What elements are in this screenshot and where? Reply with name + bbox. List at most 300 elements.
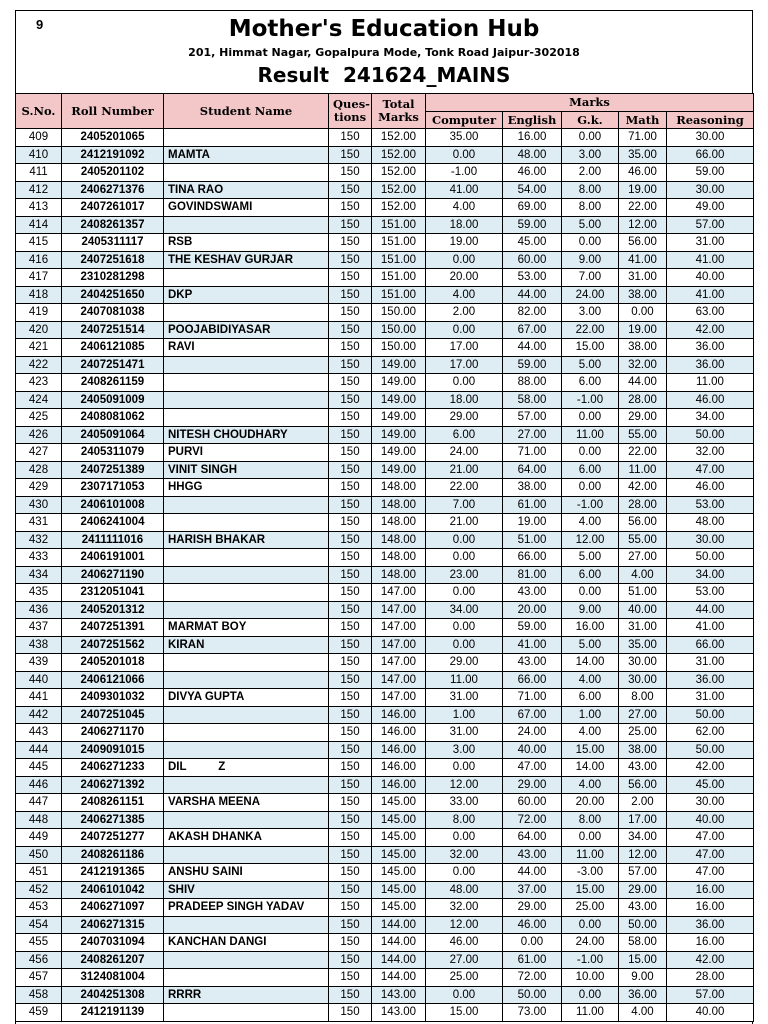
cell-math: 29.00 bbox=[619, 881, 667, 899]
cell-questions: 150 bbox=[329, 321, 372, 339]
cell-gk: 0.00 bbox=[562, 916, 619, 934]
cell-english: 43.00 bbox=[503, 654, 562, 672]
cell-gk: 0.00 bbox=[562, 129, 619, 147]
cell-total-marks: 149.00 bbox=[372, 409, 426, 427]
cell-gk: 2.00 bbox=[562, 164, 619, 182]
cell-english: 69.00 bbox=[503, 199, 562, 217]
cell-roll-number: 2406271376 bbox=[62, 181, 164, 199]
table-row bbox=[16, 864, 754, 882]
cell-gk: 15.00 bbox=[562, 881, 619, 899]
cell-total-marks: 144.00 bbox=[372, 969, 426, 987]
cell-reasoning: 34.00 bbox=[667, 566, 754, 584]
cell-questions: 150 bbox=[329, 951, 372, 969]
cell-gk: 8.00 bbox=[562, 199, 619, 217]
cell-questions: 150 bbox=[329, 479, 372, 497]
cell-math: 31.00 bbox=[619, 619, 667, 637]
cell-computer: 2.00 bbox=[426, 304, 503, 322]
cell-reasoning: 16.00 bbox=[667, 899, 754, 917]
cell-roll-number: 2406121085 bbox=[62, 339, 164, 357]
cell-reasoning: 42.00 bbox=[667, 321, 754, 339]
cell-reasoning: 57.00 bbox=[667, 216, 754, 234]
table-row bbox=[16, 479, 754, 497]
cell-gk: 11.00 bbox=[562, 1004, 619, 1022]
cell-math: 38.00 bbox=[619, 339, 667, 357]
cell-sno: 456 bbox=[16, 951, 62, 969]
cell-computer: 0.00 bbox=[426, 549, 503, 567]
cell-math: 56.00 bbox=[619, 514, 667, 532]
cell-english: 64.00 bbox=[503, 829, 562, 847]
cell-computer: 35.00 bbox=[426, 129, 503, 147]
cell-student-name bbox=[164, 496, 329, 514]
cell-total-marks: 146.00 bbox=[372, 706, 426, 724]
cell-sno: 432 bbox=[16, 531, 62, 549]
cell-student-name bbox=[164, 601, 329, 619]
cell-questions: 150 bbox=[329, 759, 372, 777]
cell-student-name bbox=[164, 269, 329, 287]
cell-student-name: AKASH DHANKA bbox=[164, 829, 329, 847]
cell-reasoning: 32.00 bbox=[667, 444, 754, 462]
cell-questions: 150 bbox=[329, 689, 372, 707]
cell-sno: 430 bbox=[16, 496, 62, 514]
cell-gk: 0.00 bbox=[562, 584, 619, 602]
cell-math: 25.00 bbox=[619, 724, 667, 742]
cell-questions: 150 bbox=[329, 531, 372, 549]
cell-computer: 15.00 bbox=[426, 1004, 503, 1022]
cell-roll-number: 2406241004 bbox=[62, 514, 164, 532]
cell-math: 38.00 bbox=[619, 741, 667, 759]
cell-math: 15.00 bbox=[619, 951, 667, 969]
cell-computer: 7.00 bbox=[426, 496, 503, 514]
cell-computer: 23.00 bbox=[426, 566, 503, 584]
cell-math: 8.00 bbox=[619, 689, 667, 707]
cell-total-marks: 151.00 bbox=[372, 251, 426, 269]
header-gk: G.k. bbox=[562, 112, 619, 129]
cell-total-marks: 150.00 bbox=[372, 339, 426, 357]
cell-reasoning: 36.00 bbox=[667, 671, 754, 689]
cell-total-marks: 147.00 bbox=[372, 584, 426, 602]
cell-math: 0.00 bbox=[619, 304, 667, 322]
cell-reasoning: 47.00 bbox=[667, 829, 754, 847]
cell-total-marks: 152.00 bbox=[372, 164, 426, 182]
cell-total-marks: 148.00 bbox=[372, 531, 426, 549]
cell-student-name: DKP bbox=[164, 286, 329, 304]
cell-total-marks: 149.00 bbox=[372, 356, 426, 374]
cell-questions: 150 bbox=[329, 741, 372, 759]
cell-reasoning: 47.00 bbox=[667, 864, 754, 882]
cell-gk: 4.00 bbox=[562, 776, 619, 794]
cell-total-marks: 151.00 bbox=[372, 269, 426, 287]
cell-student-name: RRRR bbox=[164, 986, 329, 1004]
cell-english: 61.00 bbox=[503, 496, 562, 514]
cell-student-name bbox=[164, 654, 329, 672]
cell-sno: 424 bbox=[16, 391, 62, 409]
cell-math: 56.00 bbox=[619, 234, 667, 252]
cell-total-marks: 152.00 bbox=[372, 129, 426, 147]
cell-reasoning: 62.00 bbox=[667, 724, 754, 742]
cell-gk: 0.00 bbox=[562, 234, 619, 252]
cell-questions: 150 bbox=[329, 829, 372, 847]
cell-gk: 9.00 bbox=[562, 601, 619, 619]
cell-math: 30.00 bbox=[619, 671, 667, 689]
cell-questions: 150 bbox=[329, 619, 372, 637]
cell-english: 72.00 bbox=[503, 811, 562, 829]
cell-gk: 24.00 bbox=[562, 934, 619, 952]
cell-math: 35.00 bbox=[619, 146, 667, 164]
cell-total-marks: 143.00 bbox=[372, 986, 426, 1004]
cell-student-name: POOJABIDIYASAR bbox=[164, 321, 329, 339]
cell-student-name: PURVI bbox=[164, 444, 329, 462]
cell-sno: 419 bbox=[16, 304, 62, 322]
cell-reasoning: 59.00 bbox=[667, 164, 754, 182]
cell-computer: 0.00 bbox=[426, 829, 503, 847]
cell-gk: 0.00 bbox=[562, 479, 619, 497]
table-row bbox=[16, 671, 754, 689]
cell-computer: 33.00 bbox=[426, 794, 503, 812]
cell-total-marks: 145.00 bbox=[372, 811, 426, 829]
table-row bbox=[16, 321, 754, 339]
cell-math: 2.00 bbox=[619, 794, 667, 812]
table-row bbox=[16, 794, 754, 812]
cell-questions: 150 bbox=[329, 181, 372, 199]
cell-english: 24.00 bbox=[503, 724, 562, 742]
cell-gk: 4.00 bbox=[562, 724, 619, 742]
cell-total-marks: 146.00 bbox=[372, 776, 426, 794]
cell-total-marks: 148.00 bbox=[372, 514, 426, 532]
table-row bbox=[16, 741, 754, 759]
cell-gk: 0.00 bbox=[562, 444, 619, 462]
cell-english: 0.00 bbox=[503, 934, 562, 952]
cell-english: 47.00 bbox=[503, 759, 562, 777]
cell-roll-number: 2406271392 bbox=[62, 776, 164, 794]
cell-questions: 150 bbox=[329, 601, 372, 619]
table-row bbox=[16, 951, 754, 969]
cell-total-marks: 148.00 bbox=[372, 496, 426, 514]
cell-english: 43.00 bbox=[503, 846, 562, 864]
cell-math: 12.00 bbox=[619, 216, 667, 234]
cell-gk: -1.00 bbox=[562, 391, 619, 409]
cell-reasoning: 31.00 bbox=[667, 654, 754, 672]
cell-questions: 150 bbox=[329, 496, 372, 514]
cell-total-marks: 145.00 bbox=[372, 829, 426, 847]
cell-computer: 0.00 bbox=[426, 864, 503, 882]
cell-roll-number: 2407251562 bbox=[62, 636, 164, 654]
cell-student-name: RSB bbox=[164, 234, 329, 252]
cell-computer: 0.00 bbox=[426, 759, 503, 777]
cell-computer: 46.00 bbox=[426, 934, 503, 952]
cell-roll-number: 2310281298 bbox=[62, 269, 164, 287]
header-questions-line1: Ques- bbox=[333, 97, 370, 111]
cell-roll-number: 2407251471 bbox=[62, 356, 164, 374]
cell-sno: 458 bbox=[16, 986, 62, 1004]
cell-sno: 421 bbox=[16, 339, 62, 357]
cell-total-marks: 145.00 bbox=[372, 794, 426, 812]
cell-computer: 31.00 bbox=[426, 724, 503, 742]
cell-roll-number: 2406121066 bbox=[62, 671, 164, 689]
cell-gk: 5.00 bbox=[562, 216, 619, 234]
cell-english: 82.00 bbox=[503, 304, 562, 322]
cell-reasoning: 45.00 bbox=[667, 776, 754, 794]
cell-questions: 150 bbox=[329, 356, 372, 374]
cell-total-marks: 149.00 bbox=[372, 391, 426, 409]
cell-computer: 1.00 bbox=[426, 706, 503, 724]
cell-english: 45.00 bbox=[503, 234, 562, 252]
cell-reasoning: 50.00 bbox=[667, 741, 754, 759]
header-english: English bbox=[503, 112, 562, 129]
cell-sno: 433 bbox=[16, 549, 62, 567]
cell-computer: 20.00 bbox=[426, 269, 503, 287]
table-row bbox=[16, 969, 754, 987]
cell-english: 57.00 bbox=[503, 409, 562, 427]
table-row bbox=[16, 444, 754, 462]
cell-gk: 7.00 bbox=[562, 269, 619, 287]
cell-english: 48.00 bbox=[503, 146, 562, 164]
cell-gk: 3.00 bbox=[562, 146, 619, 164]
cell-english: 64.00 bbox=[503, 461, 562, 479]
header-roll-number: Roll Number bbox=[62, 94, 164, 129]
cell-student-name bbox=[164, 356, 329, 374]
cell-computer: 24.00 bbox=[426, 444, 503, 462]
cell-roll-number: 2407081038 bbox=[62, 304, 164, 322]
cell-math: 57.00 bbox=[619, 864, 667, 882]
table-row bbox=[16, 181, 754, 199]
cell-gk: 6.00 bbox=[562, 461, 619, 479]
cell-computer: 48.00 bbox=[426, 881, 503, 899]
cell-math: 58.00 bbox=[619, 934, 667, 952]
cell-math: 12.00 bbox=[619, 846, 667, 864]
cell-english: 51.00 bbox=[503, 531, 562, 549]
cell-reasoning: 30.00 bbox=[667, 181, 754, 199]
cell-sno: 455 bbox=[16, 934, 62, 952]
cell-reasoning: 50.00 bbox=[667, 549, 754, 567]
cell-student-name bbox=[164, 811, 329, 829]
table-row bbox=[16, 811, 754, 829]
cell-computer: 21.00 bbox=[426, 461, 503, 479]
cell-questions: 150 bbox=[329, 251, 372, 269]
cell-sno: 422 bbox=[16, 356, 62, 374]
cell-student-name bbox=[164, 916, 329, 934]
cell-english: 58.00 bbox=[503, 391, 562, 409]
cell-computer: 12.00 bbox=[426, 776, 503, 794]
cell-roll-number: 2406271170 bbox=[62, 724, 164, 742]
cell-roll-number: 2408261186 bbox=[62, 846, 164, 864]
cell-student-name: GOVINDSWAMI bbox=[164, 199, 329, 217]
cell-student-name bbox=[164, 776, 329, 794]
cell-gk: 4.00 bbox=[562, 514, 619, 532]
table-row bbox=[16, 304, 754, 322]
cell-roll-number: 2406271385 bbox=[62, 811, 164, 829]
cell-gk: 8.00 bbox=[562, 181, 619, 199]
table-row bbox=[16, 899, 754, 917]
cell-roll-number: 2405201312 bbox=[62, 601, 164, 619]
cell-reasoning: 42.00 bbox=[667, 951, 754, 969]
cell-math: 36.00 bbox=[619, 986, 667, 1004]
cell-total-marks: 147.00 bbox=[372, 689, 426, 707]
cell-english: 71.00 bbox=[503, 444, 562, 462]
table-row bbox=[16, 566, 754, 584]
cell-sno: 453 bbox=[16, 899, 62, 917]
cell-math: 4.00 bbox=[619, 566, 667, 584]
cell-math: 4.00 bbox=[619, 1004, 667, 1022]
cell-sno: 414 bbox=[16, 216, 62, 234]
cell-computer: 22.00 bbox=[426, 479, 503, 497]
cell-sno: 410 bbox=[16, 146, 62, 164]
cell-english: 66.00 bbox=[503, 671, 562, 689]
cell-english: 29.00 bbox=[503, 899, 562, 917]
cell-total-marks: 145.00 bbox=[372, 864, 426, 882]
cell-total-marks: 152.00 bbox=[372, 146, 426, 164]
header-math: Math bbox=[619, 112, 667, 129]
cell-roll-number: 3124081004 bbox=[62, 969, 164, 987]
cell-computer: 0.00 bbox=[426, 251, 503, 269]
cell-gk: 11.00 bbox=[562, 426, 619, 444]
cell-computer: 0.00 bbox=[426, 636, 503, 654]
cell-total-marks: 149.00 bbox=[372, 461, 426, 479]
cell-reasoning: 47.00 bbox=[667, 846, 754, 864]
cell-sno: 441 bbox=[16, 689, 62, 707]
cell-reasoning: 36.00 bbox=[667, 356, 754, 374]
cell-english: 73.00 bbox=[503, 1004, 562, 1022]
cell-roll-number: 2405091009 bbox=[62, 391, 164, 409]
table-row bbox=[16, 636, 754, 654]
cell-math: 71.00 bbox=[619, 129, 667, 147]
cell-computer: 3.00 bbox=[426, 741, 503, 759]
cell-questions: 150 bbox=[329, 129, 372, 147]
cell-english: 46.00 bbox=[503, 916, 562, 934]
cell-sno: 443 bbox=[16, 724, 62, 742]
cell-english: 54.00 bbox=[503, 181, 562, 199]
cell-math: 27.00 bbox=[619, 549, 667, 567]
cell-questions: 150 bbox=[329, 584, 372, 602]
cell-questions: 150 bbox=[329, 286, 372, 304]
table-row bbox=[16, 619, 754, 637]
cell-english: 40.00 bbox=[503, 741, 562, 759]
cell-math: 17.00 bbox=[619, 811, 667, 829]
cell-english: 46.00 bbox=[503, 164, 562, 182]
cell-reasoning: 36.00 bbox=[667, 916, 754, 934]
cell-questions: 150 bbox=[329, 444, 372, 462]
cell-computer: -1.00 bbox=[426, 164, 503, 182]
cell-total-marks: 144.00 bbox=[372, 934, 426, 952]
page-title: Mother's Education Hub bbox=[228, 16, 540, 42]
cell-reasoning: 40.00 bbox=[667, 811, 754, 829]
cell-sno: 438 bbox=[16, 636, 62, 654]
table-row bbox=[16, 549, 754, 567]
cell-math: 44.00 bbox=[619, 374, 667, 392]
cell-total-marks: 147.00 bbox=[372, 601, 426, 619]
cell-questions: 150 bbox=[329, 881, 372, 899]
cell-reasoning: 40.00 bbox=[667, 1004, 754, 1022]
cell-math: 22.00 bbox=[619, 444, 667, 462]
cell-student-name bbox=[164, 1004, 329, 1022]
cell-student-name bbox=[164, 671, 329, 689]
cell-total-marks: 145.00 bbox=[372, 881, 426, 899]
cell-sno: 442 bbox=[16, 706, 62, 724]
table-row bbox=[16, 584, 754, 602]
cell-math: 28.00 bbox=[619, 391, 667, 409]
cell-reasoning: 46.00 bbox=[667, 391, 754, 409]
cell-roll-number: 2412191092 bbox=[62, 146, 164, 164]
cell-computer: 25.00 bbox=[426, 969, 503, 987]
cell-questions: 150 bbox=[329, 969, 372, 987]
cell-english: 66.00 bbox=[503, 549, 562, 567]
header-computer: Computer bbox=[426, 112, 503, 129]
cell-student-name: THE KESHAV GURJAR bbox=[164, 251, 329, 269]
cell-student-name bbox=[164, 706, 329, 724]
cell-questions: 150 bbox=[329, 234, 372, 252]
table-row bbox=[16, 724, 754, 742]
cell-questions: 150 bbox=[329, 864, 372, 882]
cell-computer: 0.00 bbox=[426, 986, 503, 1004]
cell-total-marks: 146.00 bbox=[372, 741, 426, 759]
cell-sno: 412 bbox=[16, 181, 62, 199]
cell-computer: 0.00 bbox=[426, 584, 503, 602]
cell-questions: 150 bbox=[329, 146, 372, 164]
cell-gk: 11.00 bbox=[562, 846, 619, 864]
cell-roll-number: 2407261017 bbox=[62, 199, 164, 217]
cell-student-name bbox=[164, 566, 329, 584]
cell-english: 72.00 bbox=[503, 969, 562, 987]
cell-reasoning: 63.00 bbox=[667, 304, 754, 322]
cell-sno: 420 bbox=[16, 321, 62, 339]
cell-questions: 150 bbox=[329, 636, 372, 654]
cell-gk: 3.00 bbox=[562, 304, 619, 322]
cell-student-name: MARMAT BOY bbox=[164, 619, 329, 637]
cell-total-marks: 144.00 bbox=[372, 951, 426, 969]
cell-student-name bbox=[164, 724, 329, 742]
cell-reasoning: 66.00 bbox=[667, 636, 754, 654]
cell-questions: 150 bbox=[329, 426, 372, 444]
cell-sno: 415 bbox=[16, 234, 62, 252]
cell-student-name: DIVYA GUPTA bbox=[164, 689, 329, 707]
cell-math: 55.00 bbox=[619, 426, 667, 444]
cell-sno: 431 bbox=[16, 514, 62, 532]
cell-math: 43.00 bbox=[619, 759, 667, 777]
cell-questions: 150 bbox=[329, 794, 372, 812]
cell-total-marks: 152.00 bbox=[372, 199, 426, 217]
table-row bbox=[16, 286, 754, 304]
cell-student-name bbox=[164, 129, 329, 147]
cell-english: 29.00 bbox=[503, 776, 562, 794]
cell-reasoning: 16.00 bbox=[667, 881, 754, 899]
cell-gk: 15.00 bbox=[562, 339, 619, 357]
cell-english: 67.00 bbox=[503, 706, 562, 724]
cell-gk: 15.00 bbox=[562, 741, 619, 759]
result-heading: Result 241624_MAINS bbox=[257, 63, 511, 87]
cell-computer: 11.00 bbox=[426, 671, 503, 689]
cell-total-marks: 146.00 bbox=[372, 759, 426, 777]
cell-student-name bbox=[164, 391, 329, 409]
table-row bbox=[16, 461, 754, 479]
cell-reasoning: 31.00 bbox=[667, 234, 754, 252]
cell-english: 37.00 bbox=[503, 881, 562, 899]
cell-questions: 150 bbox=[329, 671, 372, 689]
cell-math: 35.00 bbox=[619, 636, 667, 654]
cell-student-name bbox=[164, 846, 329, 864]
cell-total-marks: 148.00 bbox=[372, 566, 426, 584]
cell-total-marks: 143.00 bbox=[372, 1004, 426, 1022]
header-sno: S.No. bbox=[16, 94, 62, 129]
table-row bbox=[16, 496, 754, 514]
cell-sno: 439 bbox=[16, 654, 62, 672]
cell-gk: 0.00 bbox=[562, 829, 619, 847]
cell-gk: 0.00 bbox=[562, 986, 619, 1004]
cell-roll-number: 2307171053 bbox=[62, 479, 164, 497]
cell-reasoning: 66.00 bbox=[667, 146, 754, 164]
cell-english: 59.00 bbox=[503, 619, 562, 637]
cell-reasoning: 50.00 bbox=[667, 706, 754, 724]
cell-questions: 150 bbox=[329, 339, 372, 357]
cell-computer: 32.00 bbox=[426, 846, 503, 864]
